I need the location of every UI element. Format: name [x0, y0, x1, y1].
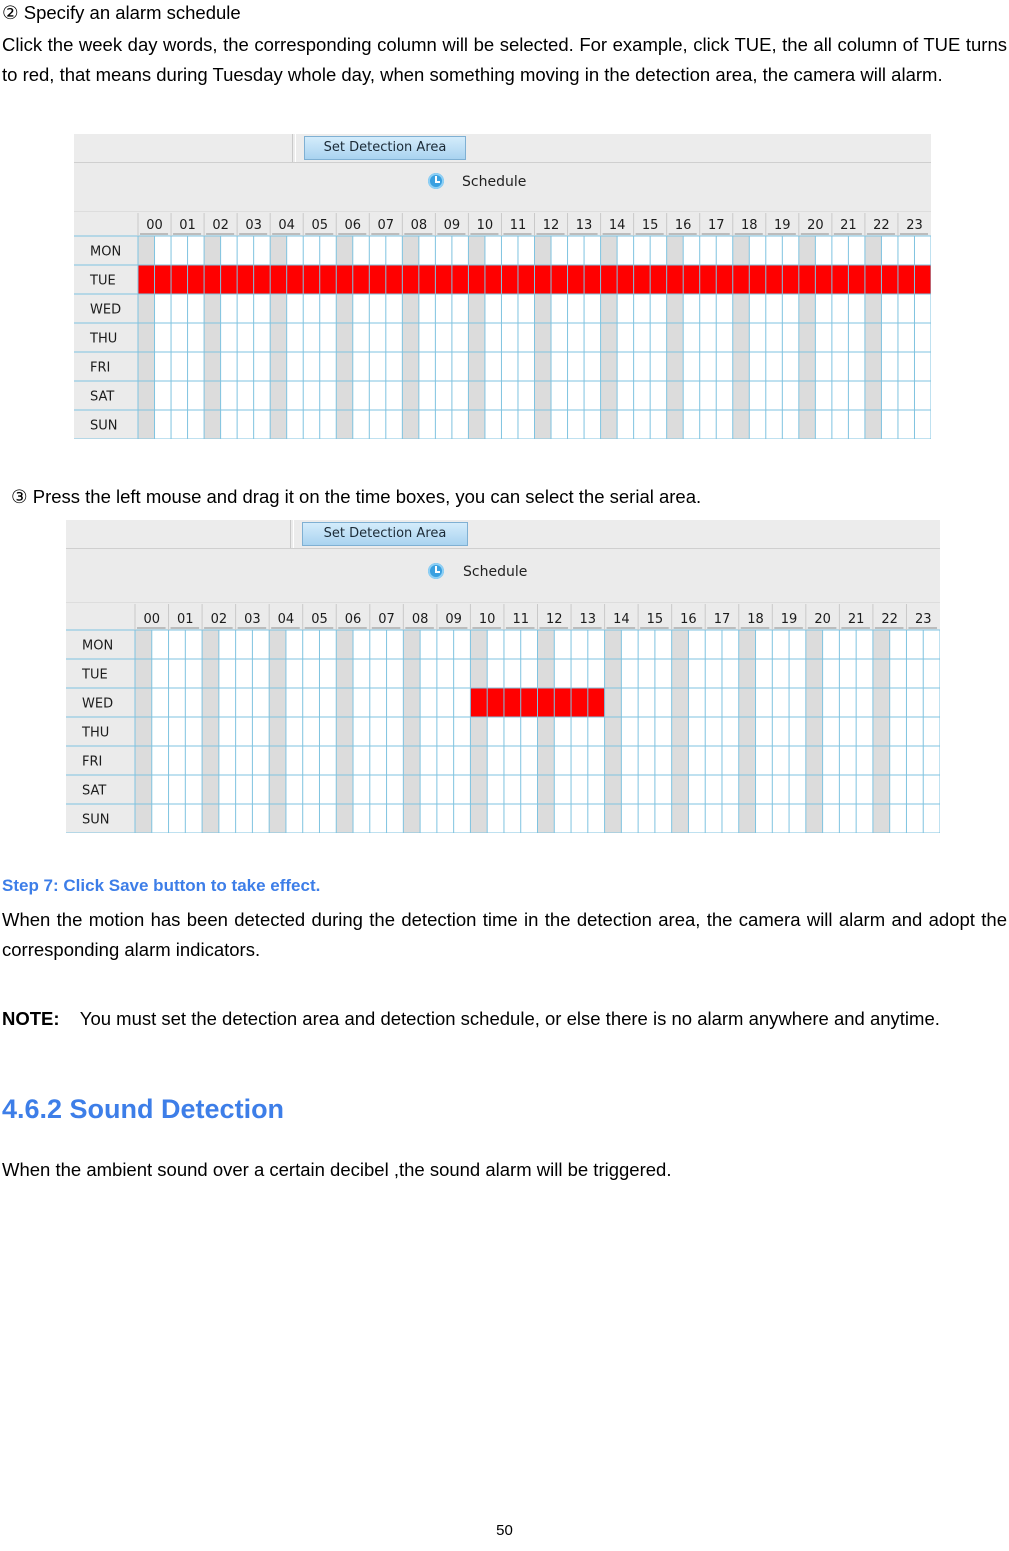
- selected-cell[interactable]: [749, 265, 766, 294]
- selected-cell[interactable]: [419, 265, 436, 294]
- hour-label-05[interactable]: 05: [311, 218, 329, 233]
- note-body: You must set the detection area and detection schedule, or else there is no alarm anywhere and anytime.: [79, 1008, 940, 1029]
- step2-heading: ② Specify an alarm schedule: [2, 2, 241, 23]
- selected-cell[interactable]: [485, 265, 502, 294]
- hour-label-23[interactable]: 23: [906, 218, 923, 233]
- selected-cell[interactable]: [452, 265, 469, 294]
- selected-cell[interactable]: [766, 265, 783, 294]
- hour-label-13[interactable]: 13: [579, 612, 597, 627]
- set-detection-area-button[interactable]: Set Detection Area: [302, 522, 468, 546]
- hour-label-20[interactable]: 20: [814, 612, 831, 627]
- selected-cell[interactable]: [402, 265, 419, 294]
- toolbar: [74, 134, 931, 163]
- selected-cell[interactable]: [782, 265, 799, 294]
- selected-cell[interactable]: [716, 265, 733, 294]
- selected-cell[interactable]: [865, 265, 882, 294]
- hour-label-11[interactable]: 11: [509, 218, 527, 233]
- hour-label-15[interactable]: 15: [641, 218, 659, 233]
- selected-cell[interactable]: [584, 265, 601, 294]
- hour-label-00[interactable]: 00: [146, 218, 163, 233]
- hour-label-16[interactable]: 16: [680, 612, 697, 627]
- shaded-column: [269, 630, 286, 833]
- selected-cell[interactable]: [881, 265, 898, 294]
- hour-label-18[interactable]: 18: [740, 218, 758, 233]
- hour-label-21[interactable]: 21: [840, 218, 857, 233]
- shaded-column: [605, 630, 622, 833]
- selected-cell[interactable]: [435, 265, 452, 294]
- hour-label-21[interactable]: 21: [847, 612, 865, 627]
- selected-cell[interactable]: [535, 265, 552, 294]
- selected-cell[interactable]: [487, 688, 504, 717]
- schedule-header: [66, 549, 940, 603]
- shaded-column: [470, 630, 487, 833]
- selected-cell[interactable]: [138, 265, 155, 294]
- shaded-column: [873, 630, 890, 833]
- hour-label-19[interactable]: 19: [780, 612, 798, 627]
- day-label-sat[interactable]: SAT: [82, 783, 107, 799]
- schedule-label: Schedule: [463, 564, 528, 580]
- day-label-mon[interactable]: MON: [90, 244, 122, 260]
- selected-cell[interactable]: [914, 265, 931, 294]
- hour-label-02[interactable]: 02: [210, 612, 228, 627]
- selected-cell[interactable]: [799, 265, 816, 294]
- hour-label-05[interactable]: 05: [311, 612, 328, 627]
- hour-label-06[interactable]: 06: [344, 218, 362, 233]
- selected-cell[interactable]: [468, 265, 485, 294]
- hour-label-03[interactable]: 03: [245, 218, 262, 233]
- day-label-thu[interactable]: THU: [82, 725, 110, 741]
- shaded-column: [202, 630, 219, 833]
- shaded-column: [135, 630, 152, 833]
- selected-cell[interactable]: [848, 265, 865, 294]
- selected-cell[interactable]: [815, 265, 832, 294]
- day-label-wed[interactable]: WED: [90, 302, 122, 318]
- schedule-panel-2: [66, 520, 940, 833]
- schedule-grid[interactable]: [74, 211, 931, 439]
- hour-label-08[interactable]: 08: [410, 218, 428, 233]
- selected-cell[interactable]: [634, 265, 651, 294]
- selected-cell[interactable]: [733, 265, 750, 294]
- selected-cell[interactable]: [237, 265, 254, 294]
- hour-label-07[interactable]: 07: [378, 612, 395, 627]
- selected-cell[interactable]: [700, 265, 717, 294]
- clock-icon: [428, 563, 444, 579]
- hour-label-01[interactable]: 01: [179, 218, 196, 233]
- selected-cell[interactable]: [504, 688, 521, 717]
- step7-heading: Step 7: Click Save button to take effect.: [2, 876, 321, 895]
- hour-label-04[interactable]: 04: [277, 612, 295, 627]
- hour-label-16[interactable]: 16: [674, 218, 692, 233]
- hour-label-09[interactable]: 09: [445, 612, 462, 627]
- selected-cell[interactable]: [221, 265, 238, 294]
- toolbar: [66, 520, 940, 549]
- selected-cell[interactable]: [287, 265, 304, 294]
- hour-label-18[interactable]: 18: [747, 612, 764, 627]
- selected-cell[interactable]: [683, 265, 700, 294]
- selected-cell[interactable]: [554, 688, 571, 717]
- day-label-mon[interactable]: MON: [82, 638, 114, 654]
- selected-cell[interactable]: [568, 265, 585, 294]
- selected-cell[interactable]: [518, 265, 535, 294]
- hour-label-03[interactable]: 03: [244, 612, 261, 627]
- section-title: 4.6.2 Sound Detection: [2, 1094, 285, 1124]
- selected-cell[interactable]: [650, 265, 667, 294]
- hour-label-17[interactable]: 17: [713, 612, 731, 627]
- hour-label-13[interactable]: 13: [575, 218, 593, 233]
- selected-cell[interactable]: [667, 265, 684, 294]
- hour-label-14[interactable]: 14: [613, 612, 630, 627]
- selected-cell[interactable]: [320, 265, 337, 294]
- hour-label-04[interactable]: 04: [278, 218, 295, 233]
- selected-cell[interactable]: [470, 688, 487, 717]
- day-label-sat[interactable]: SAT: [90, 389, 115, 405]
- schedule-panel-1: [74, 134, 931, 439]
- selected-cell[interactable]: [369, 265, 386, 294]
- schedule-header: [74, 163, 931, 212]
- selected-cell[interactable]: [571, 688, 588, 717]
- selected-cell[interactable]: [898, 265, 915, 294]
- hour-label-20[interactable]: 20: [807, 218, 824, 233]
- day-label-tue[interactable]: TUE: [90, 273, 116, 289]
- page-number: 50: [496, 1522, 513, 1539]
- selected-cell[interactable]: [353, 265, 370, 294]
- day-label-fri[interactable]: FRI: [90, 360, 111, 376]
- shaded-column: [403, 630, 420, 833]
- hour-label-14[interactable]: 14: [608, 218, 626, 233]
- selected-cell[interactable]: [538, 688, 555, 717]
- selected-cell[interactable]: [601, 265, 618, 294]
- step7-body: When the motion has been detected during the detection time in the detection area, the camera will alarm and adopt the corresponding alarm indicators.: [2, 909, 1007, 960]
- hour-label-10[interactable]: 10: [476, 218, 494, 233]
- hour-label-06[interactable]: 06: [344, 612, 362, 627]
- day-label-thu[interactable]: THU: [90, 331, 118, 347]
- selected-cell[interactable]: [270, 265, 287, 294]
- hour-label-07[interactable]: 07: [377, 218, 395, 233]
- hour-label-12[interactable]: 12: [545, 612, 563, 627]
- shaded-column: [739, 630, 756, 833]
- hour-label-23[interactable]: 23: [914, 612, 932, 627]
- selected-cell[interactable]: [588, 688, 605, 717]
- shaded-column: [806, 630, 823, 833]
- note-label: NOTE:: [2, 1008, 60, 1029]
- shaded-column: [672, 630, 689, 833]
- day-label-sun[interactable]: SUN: [82, 812, 110, 828]
- selected-cell[interactable]: [336, 265, 353, 294]
- selected-cell[interactable]: [551, 265, 568, 294]
- selected-cell[interactable]: [303, 265, 320, 294]
- schedule-label: Schedule: [462, 174, 527, 190]
- schedule-grid[interactable]: [66, 602, 940, 833]
- hour-label-12[interactable]: 12: [542, 218, 560, 233]
- set-detection-area-button[interactable]: Set Detection Area: [304, 136, 466, 160]
- hour-label-01[interactable]: 01: [177, 612, 194, 627]
- day-label-wed[interactable]: WED: [82, 696, 114, 712]
- step3-body: ③ Press the left mouse and drag it on the time boxes, you can select the serial area.: [11, 486, 702, 507]
- step2-body: Click the week day words, the corresponding column will be selected. For example, click TUE, the all column of TUE turns to red, that means during Tuesday whole day, when something moving in the detection area, the camera will alarm.: [2, 34, 1007, 85]
- selected-cell[interactable]: [386, 265, 403, 294]
- selected-cell[interactable]: [832, 265, 849, 294]
- hour-label-08[interactable]: 08: [411, 612, 429, 627]
- note: [2, 1004, 1007, 1034]
- selected-cell[interactable]: [171, 265, 188, 294]
- shaded-column: [336, 630, 353, 833]
- selected-cell[interactable]: [204, 265, 221, 294]
- hour-label-10[interactable]: 10: [478, 612, 496, 627]
- selected-cell[interactable]: [188, 265, 205, 294]
- hour-label-15[interactable]: 15: [646, 612, 664, 627]
- day-label-sun[interactable]: SUN: [90, 418, 118, 434]
- hour-label-19[interactable]: 19: [774, 218, 791, 233]
- hour-label-00[interactable]: 00: [143, 612, 161, 627]
- hour-label-22[interactable]: 22: [881, 612, 898, 627]
- selected-cell[interactable]: [155, 265, 172, 294]
- day-label-tue[interactable]: TUE: [82, 667, 108, 683]
- hour-label-11[interactable]: 11: [512, 612, 530, 627]
- section-body: When the ambient sound over a certain decibel ,the sound alarm will be triggered.: [2, 1159, 672, 1180]
- selected-cell[interactable]: [501, 265, 518, 294]
- selected-cell[interactable]: [254, 265, 271, 294]
- selected-cell[interactable]: [521, 688, 538, 717]
- day-label-fri[interactable]: FRI: [82, 754, 103, 770]
- hour-label-17[interactable]: 17: [707, 218, 725, 233]
- selected-cell[interactable]: [617, 265, 634, 294]
- hour-label-09[interactable]: 09: [443, 218, 461, 233]
- clock-icon: [428, 173, 444, 189]
- hour-label-22[interactable]: 22: [873, 218, 890, 233]
- hour-label-02[interactable]: 02: [212, 218, 229, 233]
- shaded-column: [538, 630, 555, 833]
